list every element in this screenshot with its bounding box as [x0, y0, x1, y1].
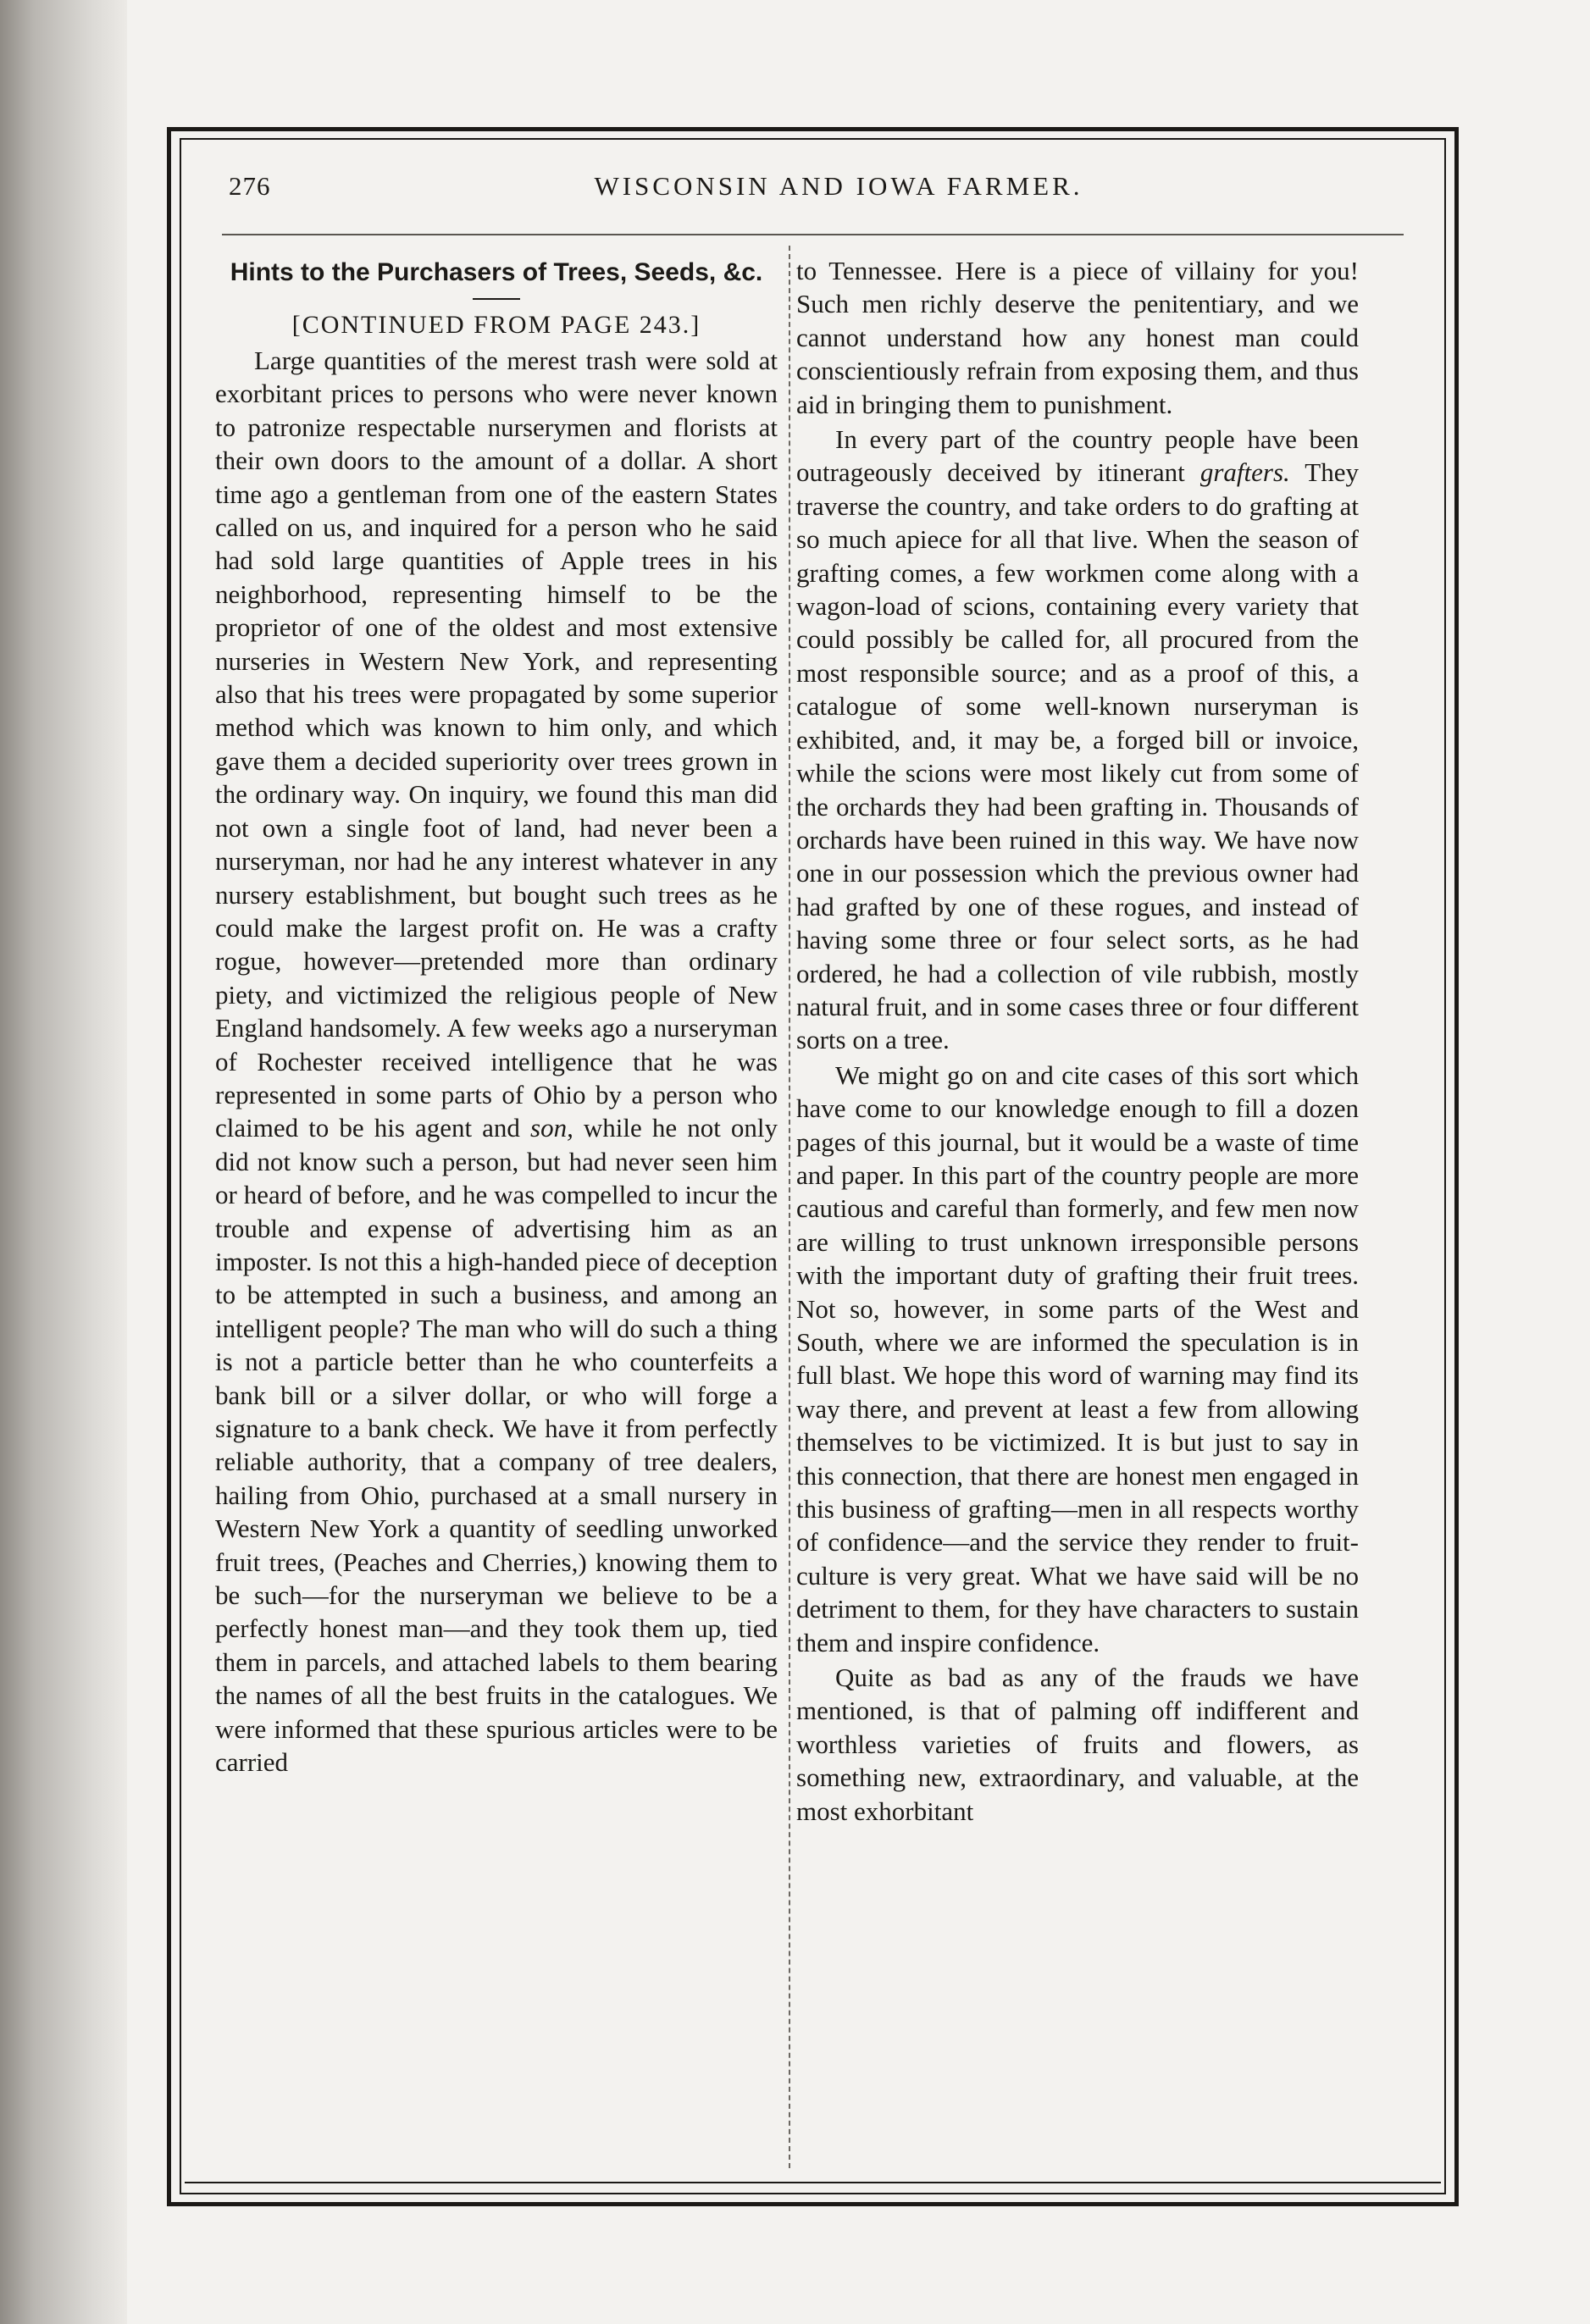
left-paragraph-italic: son,	[530, 1113, 573, 1143]
right-paragraph-2-text-b: They traverse the country, and take orders to do grafting at so much apiece for all that live. When the season of grafting comes, a few workmen come along with a wagon-load of scions, containing every variety that could possibly be called for, all procured from the most responsible source; and as a proof of this, a catalogue of some well-known nurseryman is exhibited, and, it may be, a forged bill or invoice, while the scions were most likely cut from some of the orchards they had been grafting in. Thousands of orchards have been ruined in this way. We have now one in our possession which the previous owner had had grafted by one of these rogues, and instead of having some three or four select sorts, as he had ordered, he had a collection of vile rubbish, mostly natural fruit, and in some cases three or four different sorts on a tree.	[796, 457, 1360, 1055]
title-rule	[473, 298, 520, 300]
running-header	[229, 171, 1398, 213]
bottom-rule	[185, 2182, 1441, 2183]
left-paragraph	[215, 344, 778, 1779]
book-spine-shadow	[0, 0, 127, 2324]
article-title: Hints to the Purchasers of Trees, Seeds, &c.	[230, 258, 763, 286]
running-title: WISCONSIN AND IOWA FARMER.	[594, 171, 1083, 201]
right-column	[796, 254, 1359, 1828]
continued-note: [CONTINUED FROM PAGE 243.]	[291, 311, 701, 339]
right-paragraph-4: Quite as bad as any of the frauds we have mentioned, is that of palming off indifferent and worthless varieties of fruits and flowers, as something new, extraordinary, and valuable, at the most exhorbitant	[796, 1663, 1359, 1826]
right-paragraph-2-text-a: In every part of the country people have been outrageously deceived by itinerant	[796, 424, 1359, 488]
right-paragraph-1: to Tennessee. Here is a piece of villainy for you! Such men richly deserve the penitentiary, and we cannot understand how any honest man could conscientiously refrain from exposing them, and thus aid in bringing them to punishment.	[796, 256, 1359, 419]
right-paragraph-3: We might go on and cite cases of this sort which have come to our knowledge enough to fill a dozen pages of this journal, but it would be a waste of time and paper. In this part of the country people are more cautious and careful than formerly, and few men now are willing to trust unknown irresponsible persons with the important duty of grafting their fruit trees. Not so, however, in some parts of the West and South, where we are informed the speculation is in full blast. We hope this word of warning may find its way there, and prevent at least a few from allowing themselves to be victimized. It is but just to say in this connection, that there are honest men engaged in this business of grafting—men in all respects worthy of confidence—and the service they render to fruit-culture is very great. What we have said will be no detriment to them, for they have characters to sustain them and inspire confidence.	[796, 1060, 1359, 1657]
left-column	[215, 254, 778, 1779]
column-divider	[789, 246, 790, 2168]
left-paragraph-text-a: Large quantities of the merest trash were sold at exorbitant prices to persons who were never known to patronize respectable nurserymen and florists at their own doors to the amount of a dollar. A short time ago a gentleman from one of the eastern States called on us, and inquired for a person who he said had sold large quantities of Apple trees in his neighborhood, representing himself to be the proprietor of one of the oldest and most extensive nurseries in Western New York, and representing also that his trees were propagated by some superior method which was known to him only, and which gave them a decided superiority over trees grown in the ordinary way. On inquiry, we found this man did not own a single foot of land, had never been a nurseryman, nor had he any interest whatever in any nursery establishment, but bought such trees as he could make the largest profit on. He was a crafty rogue, however—pretended more than ordinary piety, and victimized the religious people of New England handsomely. A few weeks ago a nurseryman of Rochester received intelligence that he was represented in some parts of Ohio by a person who claimed to be his agent and	[215, 346, 778, 1143]
page-number: 276	[229, 171, 271, 201]
right-paragraph-2-italic: grafters.	[1199, 457, 1290, 488]
right-paragraph-2	[796, 423, 1359, 1057]
header-rule	[222, 234, 1404, 235]
left-paragraph-text-b: while he not only did not know such a person, but had never seen him or heard of before, and he was compelled to incur the trouble and expense of advertising him as an imposter. Is not this a high-handed piece of deception to be attempted in such a business, and among an intelligent people? The man who will do such a thing is not a particle better than he who counterfeits a bank bill or a silver dollar, or who will forge a signature to a bank check. We have it from perfectly reliable authority, that a company of tree dealers, hailing from Ohio, purchased at a small nursery in Western New York a quantity of seedling unworked fruit trees, (Peaches and Cherries,) knowing them to be such—for the nurseryman we believe to be a perfectly honest man—and they took them up, tied them in parcels, and attached labels to them bearing the names of all the best fruits in the catalogues. We were informed that these spurious articles were to be carried	[215, 1113, 778, 1778]
